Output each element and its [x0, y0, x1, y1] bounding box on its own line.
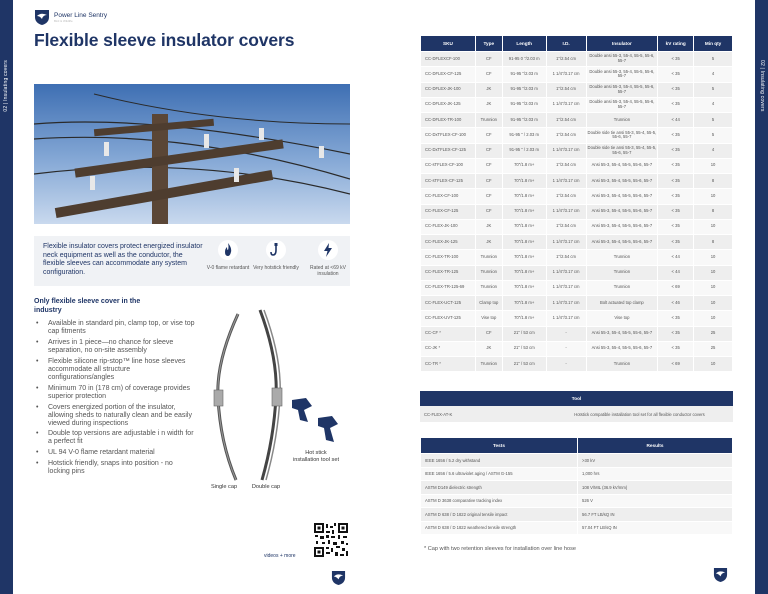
hook-icon	[266, 240, 286, 260]
table-cell: < 35	[658, 341, 694, 356]
lightning-icon	[318, 240, 338, 260]
table-cell: 526 V	[578, 494, 733, 508]
hotstick-tool-image	[290, 396, 340, 444]
table-cell: Ansi 55-3, 55-4, 55-5, 55-6, 55-7	[586, 326, 658, 341]
table-cell: Trunnion	[475, 357, 502, 372]
features-callout	[34, 236, 350, 286]
table-cell: CC-sTFLEX-CF-125	[421, 174, 476, 189]
table-cell: IEEE 1656 / 5.6 ultraviolet aging / ASTM G-155	[421, 467, 578, 481]
table-cell: < 35	[658, 128, 694, 143]
table-cell: 91-95 "/2.03 m	[502, 67, 546, 82]
table-cell: 4	[694, 143, 733, 158]
table-cell: CC-TR *	[421, 357, 476, 372]
table-cell: 10	[694, 250, 733, 265]
table-cell: 10	[694, 189, 733, 204]
table-cell: CC-DFLEX-JK-125	[421, 97, 476, 112]
feature-hotstick-label: Very hotstick friendly	[253, 264, 299, 271]
table-row	[421, 341, 733, 356]
table-cell: 1 1/4"/3.17 cm	[546, 280, 586, 295]
table-cell: < 35	[658, 204, 694, 219]
table-row	[421, 296, 733, 311]
column-header: Insulator	[586, 36, 658, 52]
table-cell: JK	[475, 82, 502, 97]
table-row	[421, 508, 733, 522]
table-cell: CC-DFLEX-TR-100	[421, 113, 476, 128]
table-cell: Ansi 55-3, 55-4, 55-5, 55-6, 55-7	[586, 158, 658, 173]
table-cell: CC-DxTFLEX-CF-100	[421, 128, 476, 143]
table-cell: < 35	[658, 219, 694, 234]
table-cell: 70"/1.8 m+	[502, 265, 546, 280]
section-title: Only flexible sleeve cover in the industry	[34, 298, 141, 314]
page-title: Flexible sleeve insulator covers	[34, 30, 295, 50]
spec-table	[420, 35, 733, 372]
single-cap-label: Single cap	[210, 484, 238, 490]
table-cell: < 35	[658, 97, 694, 112]
table-cell: Double ansi 55-3, 55-4, 55-5, 55-6, 55-7	[586, 67, 658, 82]
test-results-table	[420, 437, 733, 535]
table-cell: Trunnion	[586, 265, 658, 280]
bullet-item: • Double top versions are adjustable i n width for a perfect fit	[36, 430, 196, 446]
table-cell: < 35	[658, 174, 694, 189]
table-cell: 1 1/4"/3.17 cm	[546, 143, 586, 158]
bullet-item: • Arrives in 1 piece—no chance for sleeve separation, no on-site assembly	[36, 339, 196, 355]
table-cell: Double ansi 55-3, 55-4, 55-5, 55-6, 55-7	[586, 97, 658, 112]
table-cell: < 35	[658, 52, 694, 67]
table-cell: CC-FLEX-TR-100	[421, 250, 476, 265]
table-row	[421, 280, 733, 295]
table-cell: 21" / 53 cm	[502, 341, 546, 356]
table-cell: 70"/1.8 m+	[502, 158, 546, 173]
table-row	[421, 97, 733, 112]
table-cell: 1"/2.54 cm	[546, 189, 586, 204]
column-header: Type	[475, 36, 502, 52]
table-cell: < 69	[658, 357, 694, 372]
column-header: Tests	[421, 438, 578, 454]
table-cell: CF	[475, 189, 502, 204]
table-cell: < 44	[658, 113, 694, 128]
table-cell: 70"/1.8 m+	[502, 280, 546, 295]
table-row	[421, 521, 733, 535]
table-cell: < 35	[658, 82, 694, 97]
table-cell: 91-95 "/2.03 m	[502, 113, 546, 128]
table-cell: -	[546, 357, 586, 372]
table-cell: CF	[475, 52, 502, 67]
table-cell: JK	[475, 97, 502, 112]
table-cell: < 35	[658, 189, 694, 204]
table-cell: 21" / 53 cm	[502, 357, 546, 372]
table-cell: Vise top	[475, 311, 502, 326]
table-cell: 8	[694, 204, 733, 219]
table-cell: CC-FLEX-JK-100	[421, 219, 476, 234]
table-cell: Double ansi 55-3, 55-4, 55-5, 55-6, 55-7	[586, 52, 658, 67]
table-cell: CC-JK *	[421, 341, 476, 356]
table-cell: 1,000 hrs	[578, 467, 733, 481]
table-row	[421, 494, 733, 508]
double-cap-image	[248, 308, 284, 482]
table-row	[421, 326, 733, 341]
table-row	[421, 189, 733, 204]
single-cap-image	[212, 312, 242, 482]
table-cell: ASTM D 638 / D 1822 weathered tensile strength	[421, 521, 578, 535]
table-row	[421, 235, 733, 250]
table-cell: 1"/2.54 cm	[546, 219, 586, 234]
table-cell: 91-95 " / 2.03 m	[502, 128, 546, 143]
table-cell: Ansi 55-3, 55-4, 55-5, 55-6, 55-7	[586, 341, 658, 356]
left-side-tab-label: 02 | Insulating covers	[3, 60, 9, 112]
table-cell: Ansi 55-3, 55-4, 55-5, 55-6, 55-7	[586, 219, 658, 234]
table-cell: CC-FLEX-UCT-125	[421, 296, 476, 311]
table-cell: ASTM D 638 / D 1822 original tensile impact	[421, 508, 578, 522]
table-cell: 1"/2.54 cm	[546, 128, 586, 143]
table-cell: 70"/1.8 m+	[502, 174, 546, 189]
table-cell: 21" / 53 cm	[502, 326, 546, 341]
table-row	[421, 67, 733, 82]
brand-logo	[34, 8, 107, 26]
table-row	[421, 454, 733, 468]
table-cell: 8	[694, 235, 733, 250]
table-cell: CF	[475, 174, 502, 189]
table-cell: CC-DFLEX-JK-100	[421, 82, 476, 97]
table-cell: CF	[475, 204, 502, 219]
table-cell: CC-FLEX-TR-125	[421, 265, 476, 280]
bullet-item: • Covers energized portion of the insulator, allowing sheds to naturally clean and be easily viewed during inspections	[36, 404, 196, 428]
table-cell: IEEE 1656 / 5.2 dry withstand	[421, 454, 578, 468]
table-cell: CC-FLEX-CF-125	[421, 204, 476, 219]
brand-name: Power Line Sentry	[54, 11, 108, 19]
table-cell: CF	[475, 143, 502, 158]
table-cell: 70"/1.8 m+	[502, 235, 546, 250]
bullet-item: • Hotstick friendly, snaps into position - no locking pins	[36, 460, 196, 476]
table-cell: Vise top	[586, 311, 658, 326]
table-cell: Double ansi 55-3, 55-4, 55-5, 55-6, 55-7	[586, 82, 658, 97]
table-cell: 70"/1.8 m+	[502, 219, 546, 234]
bullet-item: • Minimum 70 in (178 cm) of coverage provides superior protection	[36, 385, 196, 401]
table-cell: -	[546, 341, 586, 356]
right-side-tab-label: 02 | Insulating covers	[759, 60, 765, 112]
table-row	[421, 174, 733, 189]
table-cell: 5	[694, 52, 733, 67]
table-cell: < 44	[658, 250, 694, 265]
table-row	[421, 143, 733, 158]
right-side-tab	[755, 0, 768, 594]
feature-flame-retardant	[202, 240, 254, 272]
bird-logo-icon	[34, 8, 50, 26]
table-cell: CC-DFLEX-CF-125	[421, 67, 476, 82]
table-cell: CF	[475, 326, 502, 341]
table-cell: 56.7 FT LB/sQ IN	[578, 508, 733, 522]
table-row	[421, 481, 733, 495]
table-cell: < 44	[658, 265, 694, 280]
table-cell: -	[546, 326, 586, 341]
table-row	[421, 250, 733, 265]
column-header: kV rating	[658, 36, 694, 52]
table-cell: CC-FLEX-CF-100	[421, 189, 476, 204]
table-cell: JK	[475, 341, 502, 356]
table-cell: 91-95 "/2.03 m	[502, 97, 546, 112]
table-row	[421, 311, 733, 326]
footer-logo-left-icon	[331, 569, 346, 586]
feature-flame-label: V-0 flame retardant	[206, 264, 250, 271]
table-cell: Trunnion	[475, 250, 502, 265]
table-row	[421, 467, 733, 481]
table-cell: ASTM D 3638 comparative tracking index	[421, 494, 578, 508]
table-cell: < 35	[658, 311, 694, 326]
table-cell: 70"/1.8 m+	[502, 250, 546, 265]
table-cell: Clamp top	[475, 296, 502, 311]
table-cell: 4	[694, 97, 733, 112]
table-cell: >30 kV	[578, 454, 733, 468]
table-cell: < 35	[658, 235, 694, 250]
feature-kv-rating	[302, 240, 354, 277]
table-cell: CC-DFLEXCF-100	[421, 52, 476, 67]
table-cell: Trunnion	[586, 280, 658, 295]
table-cell: 10	[694, 296, 733, 311]
table-cell: 1 1/4"/3.17 cm	[546, 204, 586, 219]
utility-pole-photo	[34, 84, 350, 224]
table-cell: 70"/1.8 m+	[502, 296, 546, 311]
tool-table	[420, 391, 733, 422]
table-cell: 1 1/4"/3.17 cm	[546, 67, 586, 82]
tool-sku: CC-FLEX-AT-K	[420, 406, 546, 422]
flame-icon	[218, 240, 238, 260]
table-cell: 25	[694, 326, 733, 341]
table-cell: 70"/1.8 m+	[502, 204, 546, 219]
table-cell: 4	[694, 67, 733, 82]
feature-hotstick	[250, 240, 302, 272]
table-cell: 10	[694, 280, 733, 295]
table-cell: CC-FLEX-UVT-125	[421, 311, 476, 326]
double-cap-label: Double cap	[251, 484, 281, 490]
table-cell: CF	[475, 67, 502, 82]
column-header: Results	[578, 438, 733, 454]
table-cell: < 46	[658, 296, 694, 311]
column-header: Length	[502, 36, 546, 52]
table-cell: 1 1/4"/3.17 cm	[546, 174, 586, 189]
table-cell: Ansi 55-3, 55-4, 55-5, 55-6, 55-7	[586, 204, 658, 219]
feature-bullet-list	[36, 320, 196, 479]
table-row	[421, 265, 733, 280]
table-cell: Ansi 55-3, 55-4, 55-5, 55-6, 55-7	[586, 235, 658, 250]
table-cell: CC-FLEX-TR-125-69	[421, 280, 476, 295]
table-cell: CF	[475, 158, 502, 173]
table-cell: 25	[694, 341, 733, 356]
table-row	[421, 357, 733, 372]
table-cell: Trunnion	[475, 265, 502, 280]
table-cell: 10	[694, 265, 733, 280]
table-row	[421, 204, 733, 219]
table-cell: Trunnion	[586, 250, 658, 265]
table-row	[420, 406, 733, 422]
table-cell: CC-FLEX-JK-125	[421, 235, 476, 250]
table-cell: 10	[694, 158, 733, 173]
table-cell: < 69	[658, 280, 694, 295]
table-row	[421, 158, 733, 173]
table-cell: < 35	[658, 143, 694, 158]
table-cell: 108 V/MIL (36.9 kV/mm)	[578, 481, 733, 495]
feature-kv-label: Rated at <69 kV insulation	[310, 264, 346, 277]
table-cell: 5	[694, 82, 733, 97]
table-cell: Trunnion	[475, 280, 502, 295]
table-cell: CC-sTFLEX-CF-100	[421, 158, 476, 173]
table-cell: 10	[694, 311, 733, 326]
table-cell: CC-CF *	[421, 326, 476, 341]
table-cell: Trunnion	[586, 113, 658, 128]
table-cell: 1"/2.54 cm	[546, 113, 586, 128]
column-header: Min qty	[694, 36, 733, 52]
table-cell: < 35	[658, 158, 694, 173]
tool-description: Hotstick compatible installation tool set for all flexible conductor covers	[546, 406, 733, 422]
table-cell: Trunnion	[475, 113, 502, 128]
table-cell: CF	[475, 128, 502, 143]
table-cell: Trunnion	[586, 357, 658, 372]
bullet-item: • Flexible silicone rip-stop™ line hose sleeves accommodate all structure configurations/angles	[36, 358, 196, 382]
left-side-tab	[0, 0, 13, 594]
table-row	[421, 128, 733, 143]
table-row	[421, 82, 733, 97]
table-row	[421, 113, 733, 128]
table-row	[421, 219, 733, 234]
table-cell: 1 1/4"/3.17 cm	[546, 296, 586, 311]
table-cell: 8	[694, 174, 733, 189]
table-cell: Ansi 55-3, 55-4, 55-5, 55-6, 55-7	[586, 189, 658, 204]
table-cell: ASTM D149 dielectric strength	[421, 481, 578, 495]
tool-set-label: Hot stick installation tool set	[292, 450, 340, 463]
table-cell: 70"/1.8 m+	[502, 189, 546, 204]
table-cell: 70"/1.8 m+	[502, 311, 546, 326]
bullet-item: • Available in standard pin, clamp top, or vise top cap fitments	[36, 320, 196, 336]
table-cell: 5	[694, 128, 733, 143]
table-cell: Double side tie ansi 55-3, 55-4, 55-5, 55-6, 55-7	[586, 128, 658, 143]
table-cell: 1 1/4"/3.17 cm	[546, 235, 586, 250]
table-cell: 1"/2.54 cm	[546, 52, 586, 67]
table-cell: 1 1/4"/3.17 cm	[546, 265, 586, 280]
table-cell: < 35	[658, 326, 694, 341]
qr-code[interactable]	[313, 522, 349, 558]
brand-tagline: Bird & Wildlife	[54, 18, 73, 23]
table-cell: Bolt actuated top clamp	[586, 296, 658, 311]
table-cell: 1"/2.54 cm	[546, 82, 586, 97]
table-cell: 57.04 FT LB/sQ IN	[578, 521, 733, 535]
table-cell: CC-DxTFLEX-CF-125	[421, 143, 476, 158]
column-header: I.D.	[546, 36, 586, 52]
footer-logo-right-icon	[713, 566, 728, 583]
table-cell: 91-95 0 "/2.03 m	[502, 52, 546, 67]
table-cell: 91-95 "/2.03 m	[502, 82, 546, 97]
bullet-item: • UL 94 V-0 flame retardant material	[36, 449, 196, 457]
table-cell: < 35	[658, 67, 694, 82]
footnote: * Cap with two retention sleeves for installation over line hose	[424, 546, 577, 552]
table-cell: 10	[694, 219, 733, 234]
tool-table-header: Tool	[420, 391, 733, 406]
column-header: SKU	[421, 36, 476, 52]
table-cell: 1 1/4"/3.17 cm	[546, 311, 586, 326]
table-cell: 1"/2.54 cm	[546, 250, 586, 265]
table-cell: JK	[475, 219, 502, 234]
videos-link[interactable]: videos + more	[264, 553, 296, 559]
table-row	[421, 52, 733, 67]
table-cell: Ansi 55-3, 55-4, 55-5, 55-6, 55-7	[586, 174, 658, 189]
callout-description: Flexible insulator covers protect energized insulator neck equipment as well as the conductor, the flexible sleeves can accommodate any system configuration.	[43, 243, 203, 276]
table-cell: 5	[694, 113, 733, 128]
table-cell: 1"/2.54 cm	[546, 158, 586, 173]
table-cell: 91-95 " / 2.03 m	[502, 143, 546, 158]
table-cell: Double side tie ansi 55-3, 55-4, 55-5, 55-6, 55-7	[586, 143, 658, 158]
table-cell: 1 1/4"/3.17 cm	[546, 97, 586, 112]
table-cell: JK	[475, 235, 502, 250]
table-cell: 10	[694, 357, 733, 372]
